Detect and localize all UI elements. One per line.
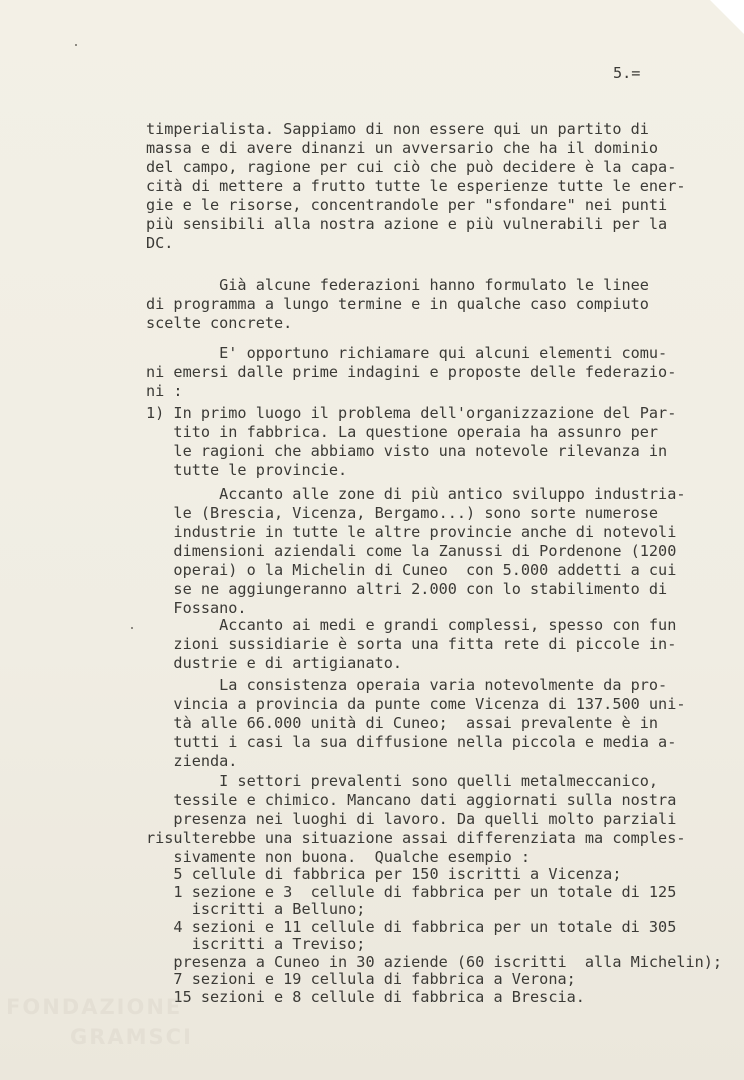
text-line: 1) In primo luogo il problema dell'organizzazione del Par- [146, 404, 677, 422]
text-line: Accanto ai medi e grandi complessi, spesso con fun [146, 616, 677, 634]
watermark-line-1: FONDAZIONE [6, 995, 183, 1019]
text-line: dustrie e di artigianato. [146, 654, 403, 672]
text-line: 15 sezioni e 8 cellule di fabbrica a Brescia. [146, 987, 585, 1006]
text-line: sivamente non buona. Qualche esempio : [146, 848, 531, 866]
text-line: 4 sezioni e 11 cellule di fabbrica per un totale di 305 [146, 917, 677, 936]
page-number: 5.= [613, 64, 641, 82]
text-line: DC. [146, 234, 174, 252]
text-line: tà alle 66.000 unità di Cuneo; assai prevalente è in [146, 714, 659, 732]
paragraph-7 [146, 676, 685, 771]
paragraph-3 [146, 344, 676, 401]
text-line: presenza nei luoghi di lavoro. Da quelli molto parziali [146, 810, 677, 828]
text-line: La consistenza operaia varia notevolmente da pro- [146, 676, 668, 694]
text-line: scelte concrete. [146, 314, 293, 332]
watermark-line-2: GRAMSCI [70, 1025, 193, 1049]
text-line: ni emersi dalle prime indagini e proposte delle federazio- [146, 363, 677, 381]
text-line: più sensibili alla nostra azione e più vulnerabili per la [146, 215, 668, 233]
text-line: le ragioni che abbiamo visto una notevole rilevanza in [146, 442, 668, 460]
text-line: Già alcune federazioni hanno formulato le linee [146, 276, 649, 294]
text-line: tutte le provincie. [146, 461, 348, 479]
paragraph-1 [146, 120, 685, 253]
text-line: ni : [146, 382, 183, 400]
text-line: 5 cellule di fabbrica per 150 iscritti a Vicenza; [146, 865, 622, 883]
text-line: iscritti a Treviso; [146, 935, 366, 953]
paper-speck [131, 627, 133, 629]
paragraph-2 [146, 276, 649, 333]
text-line: iscritti a Belluno; [146, 900, 366, 918]
text-line: se ne aggiungeranno altri 2.000 con lo stabilimento di [146, 580, 668, 598]
paper-speck [75, 44, 77, 46]
text-line: 1 sezione e 3 cellule di fabbrica per un totale di 125 [146, 882, 677, 901]
text-line: tutti i casi la sua diffusione nella piccola e media a- [146, 733, 677, 751]
text-line: timperialista. Sappiamo di non essere qui un partito di [146, 120, 649, 138]
paragraph-5 [146, 485, 685, 618]
text-line: cità di mettere a frutto tutte le esperienze tutte le ener- [146, 177, 686, 195]
text-line: massa e di avere dinanzi un avversario che ha il dominio [146, 139, 659, 157]
paragraph-point-1 [146, 404, 676, 480]
text-line: E' opportuno richiamare qui alcuni elementi comu- [146, 344, 668, 362]
text-line: 7 sezioni e 19 cellula di fabbrica a Verona; [146, 970, 576, 988]
text-line: gie e le risorse, concentrandole per "sfondare" nei punti [146, 196, 668, 214]
text-line: del campo, ragione per cui ciò che può decidere è la capa- [146, 158, 677, 176]
watermark-logo [6, 995, 226, 1068]
text-line: presenza a Cuneo in 30 aziende (60 iscritti alla Michelin); [146, 952, 723, 971]
text-line: Accanto alle zone di più antico sviluppo industria- [146, 485, 686, 503]
text-line: le (Brescia, Vicenza, Bergamo...) sono sorte numerose [146, 504, 659, 522]
paragraph-8 [146, 772, 685, 867]
text-line: operai) o la Michelin di Cuneo con 5.000 addetti a cui [146, 561, 677, 579]
text-line: vincia a provincia da punte come Vicenza di 137.500 uni- [146, 695, 686, 713]
text-line: di programma a lungo termine e in qualche caso compiuto [146, 295, 649, 313]
text-line: zioni sussidiarie è sorta una fitta rete di piccole in- [146, 635, 677, 653]
paragraph-6 [146, 616, 676, 673]
text-line: I settori prevalenti sono quelli metalmeccanico, [146, 772, 659, 790]
text-line: tito in fabbrica. La questione operaia ha assunro per [146, 423, 659, 441]
text-line: risulterebbe una situazione assai differenziata ma comples- [146, 829, 686, 847]
text-line: Fossano. [146, 599, 247, 617]
page-corner [710, 0, 744, 34]
text-line: tessile e chimico. Mancano dati aggiornati sulla nostra [146, 791, 677, 809]
text-line: industrie in tutte le altre provincie anche di notevoli [146, 523, 677, 541]
example-list [146, 866, 722, 1006]
text-line: dimensioni aziendali come la Zanussi di Pordenone (1200 [146, 542, 677, 560]
text-line: zienda. [146, 752, 238, 770]
